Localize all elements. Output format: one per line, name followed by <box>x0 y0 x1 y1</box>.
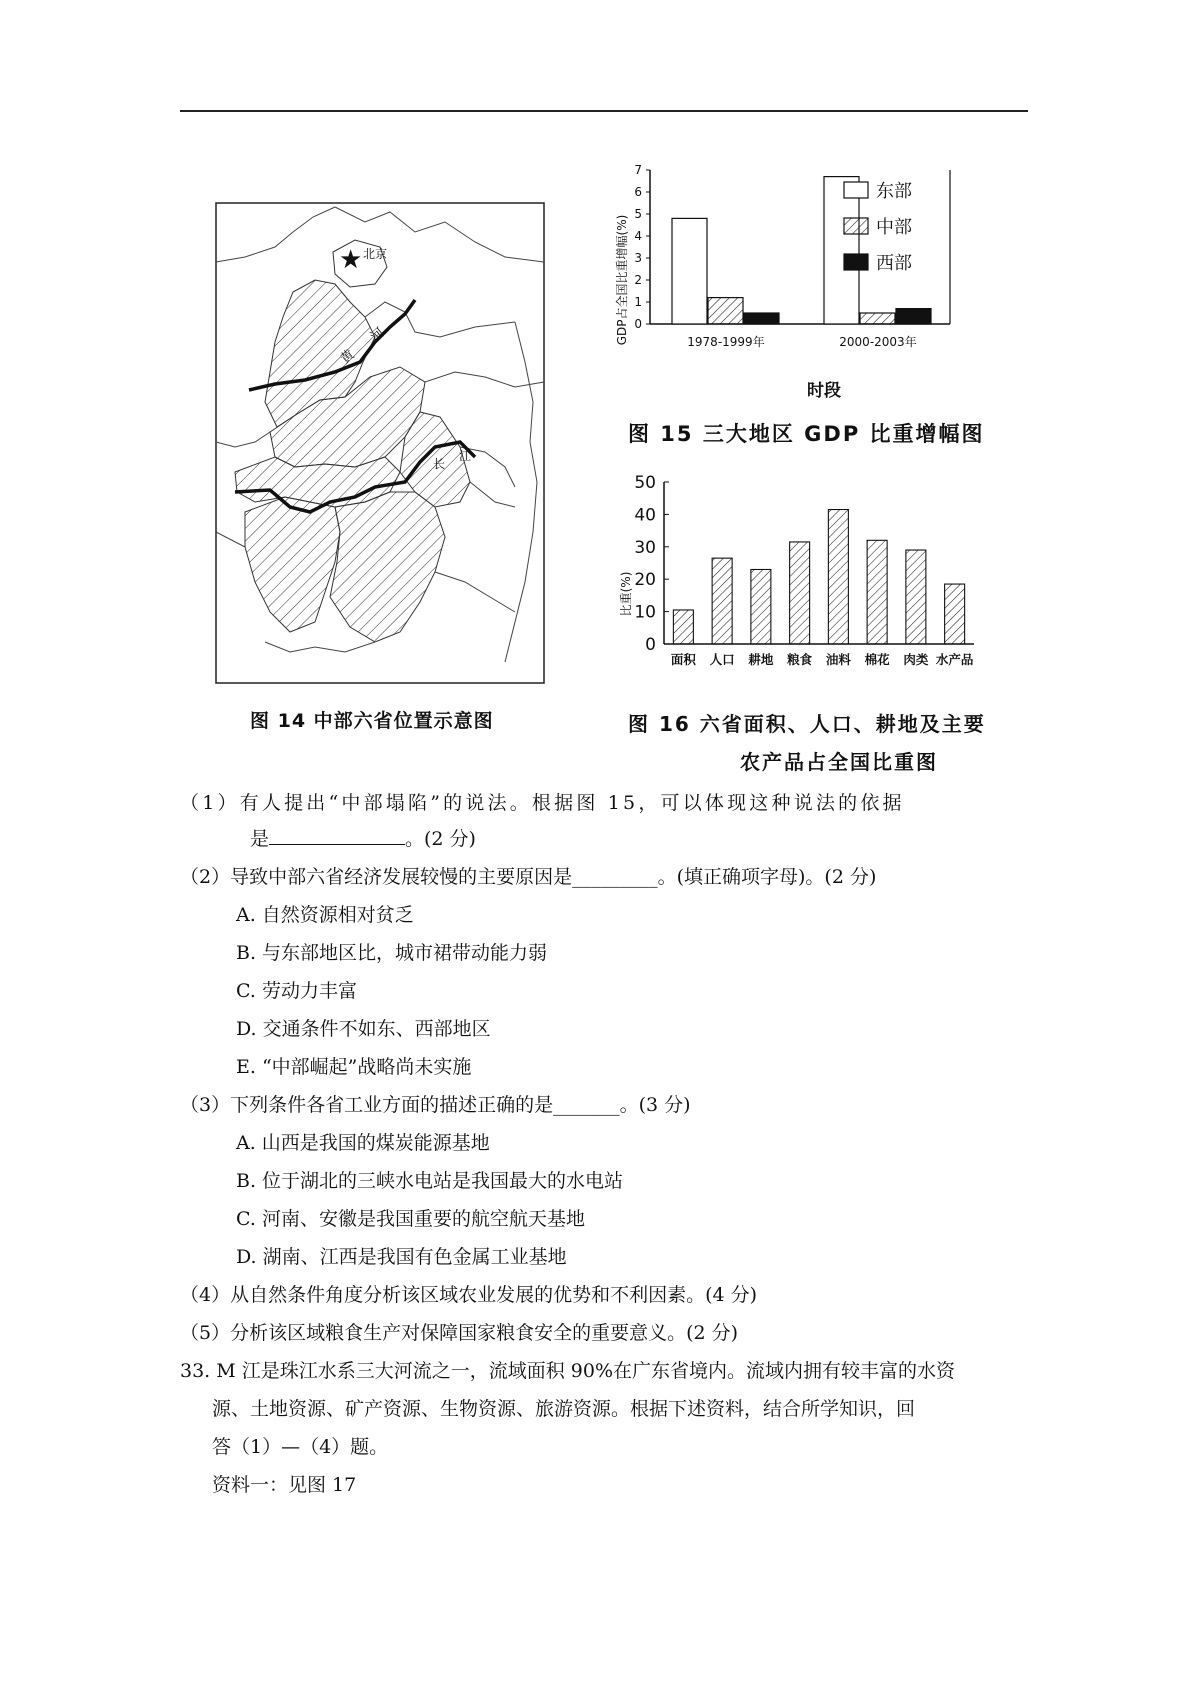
fig16-x-tick-label: 耕地 <box>748 652 774 667</box>
central-six-provinces-map <box>215 202 545 684</box>
fig16-x-tick-label: 油料 <box>825 652 851 667</box>
question-33-line2: 源、土地资源、矿产资源、生物资源、旅游资源。根据下述资料，结合所学知识，回 <box>212 1398 916 1420</box>
yangtze-label-2: 江 <box>459 449 472 463</box>
fig15-x-tick-label: 1978-1999年 <box>687 335 765 349</box>
question-1-is: 是 <box>250 828 270 850</box>
yangtze-label-1: 长 <box>433 457 446 471</box>
fig15-legend-swatch <box>844 218 868 234</box>
fig16-bar <box>906 550 926 644</box>
answer-blank-1[interactable] <box>269 826 405 845</box>
fig15-y-tick-label: 3 <box>634 251 642 265</box>
question-1-line1: （1）有人提出“中部塌陷”的说法。根据图 15，可以体现这种说法的依据 <box>180 792 905 814</box>
header-rule <box>180 110 1028 112</box>
question-1-points: 。(2 分) <box>405 828 476 850</box>
fig15-legend-label: 中部 <box>876 217 912 238</box>
fig15-xlabel: 时段 <box>807 381 841 401</box>
beijing-label: 北京 <box>363 247 388 261</box>
fig16-y-tick-label: 20 <box>634 570 656 591</box>
question-2-option-a: A. 自然资源相对贫乏 <box>236 904 414 926</box>
question-3-option-c: C. 河南、安徽是我国重要的航空航天基地 <box>236 1208 585 1230</box>
fig16-bar <box>945 584 965 644</box>
fig16-y-tick-label: 30 <box>634 537 656 558</box>
fig16-x-tick-label: 人口 <box>709 652 735 667</box>
beijing-star-icon: ★ <box>339 245 363 275</box>
fig15-bar <box>824 177 859 324</box>
fig16-y-tick-label: 40 <box>634 505 656 526</box>
fig16-x-tick-label: 粮食 <box>787 652 813 667</box>
question-1-line2 <box>250 826 476 852</box>
fig15-y-tick-label: 0 <box>634 317 642 331</box>
fig16-bar <box>712 558 732 644</box>
fig15-ylabel: GDP占全国比重增幅(%) <box>615 214 629 346</box>
fig15-bar <box>896 309 931 324</box>
fig16-bar <box>867 540 887 644</box>
fig15-legend-swatch <box>844 254 868 270</box>
fig16-y-tick-label: 50 <box>634 474 656 493</box>
question-33-line4: 资料一：见图 17 <box>212 1474 357 1496</box>
question-2-option-d: D. 交通条件不如东、西部地区 <box>236 1018 491 1040</box>
question-2-option-c: C. 劳动力丰富 <box>236 980 357 1002</box>
fig15-bar <box>860 313 895 324</box>
fig16-y-tick-label: 0 <box>645 635 656 655</box>
question-3-option-a: A. 山西是我国的煤炭能源基地 <box>236 1132 490 1154</box>
fig16-bar <box>790 542 810 644</box>
fig16-x-tick-label: 面积 <box>670 652 696 667</box>
fig16-caption-line2: 农产品占全国比重图 <box>740 750 938 774</box>
fig15-y-tick-label: 7 <box>634 163 642 177</box>
question-5: （5）分析该区域粮食生产对保障国家粮食安全的重要意义。(2 分) <box>180 1322 739 1344</box>
fig15-y-tick-label: 4 <box>634 229 642 243</box>
fig16-ylabel: 比重(%) <box>619 571 633 617</box>
fig15-bar <box>672 218 707 324</box>
fig15-legend-swatch <box>844 182 868 198</box>
fig16-bar <box>673 610 693 644</box>
fig15-y-tick-label: 1 <box>634 295 642 309</box>
question-4: （4）从自然条件角度分析该区域农业发展的优势和不利因素。(4 分) <box>180 1284 758 1306</box>
fig16-x-tick-label: 水产品 <box>935 652 974 667</box>
yellow-river-label-1: 黄 <box>337 347 358 368</box>
gdp-increase-chart <box>612 160 1032 430</box>
question-3-option-d: D. 湖南、江西是我国有色金属工业基地 <box>236 1246 567 1268</box>
fig16-bar <box>751 569 771 644</box>
fig16-x-tick-label: 棉花 <box>864 652 890 667</box>
fig15-y-tick-label: 6 <box>634 185 642 199</box>
fig16-bar <box>828 510 848 644</box>
fig14-caption: 图 14 中部六省位置示意图 <box>250 710 494 732</box>
question-2-option-e: E. “中部崛起”战略尚未实施 <box>236 1056 472 1078</box>
share-of-national-chart <box>612 474 1032 706</box>
fig15-y-tick-label: 5 <box>634 207 642 221</box>
question-3-option-b: B. 位于湖北的三峡水电站是我国最大的水电站 <box>236 1170 624 1192</box>
question-3: （3）下列条件各省工业方面的描述正确的是_______。(3 分) <box>180 1094 691 1116</box>
fig15-legend-label: 西部 <box>876 253 912 274</box>
fig15-y-tick-label: 2 <box>634 273 642 287</box>
fig15-bar <box>744 313 779 324</box>
question-33-line1: 33. M 江是珠江水系三大河流之一，流域面积 90%在广东省境内。流域内拥有较丰富的水资 <box>180 1360 956 1382</box>
question-33-line3: 答（1）—（4）题。 <box>212 1436 389 1458</box>
fig16-y-tick-label: 10 <box>634 602 656 623</box>
question-2: （2）导致中部六省经济发展较慢的主要原因是_________。(填正确项字母)。(2 分) <box>180 866 877 888</box>
yellow-river-label-2: 河 <box>367 325 388 346</box>
fig15-caption: 图 15 三大地区 GDP 比重增幅图 <box>628 422 985 446</box>
question-2-option-b: B. 与东部地区比，城市裙带动能力弱 <box>236 942 548 964</box>
fig16-caption-line1: 图 16 六省面积、人口、耕地及主要 <box>628 712 986 736</box>
fig15-x-tick-label: 2000-2003年 <box>839 335 917 349</box>
fig15-bar <box>708 298 743 324</box>
fig16-x-tick-label: 肉类 <box>903 652 929 667</box>
fig15-legend-label: 东部 <box>876 181 912 202</box>
